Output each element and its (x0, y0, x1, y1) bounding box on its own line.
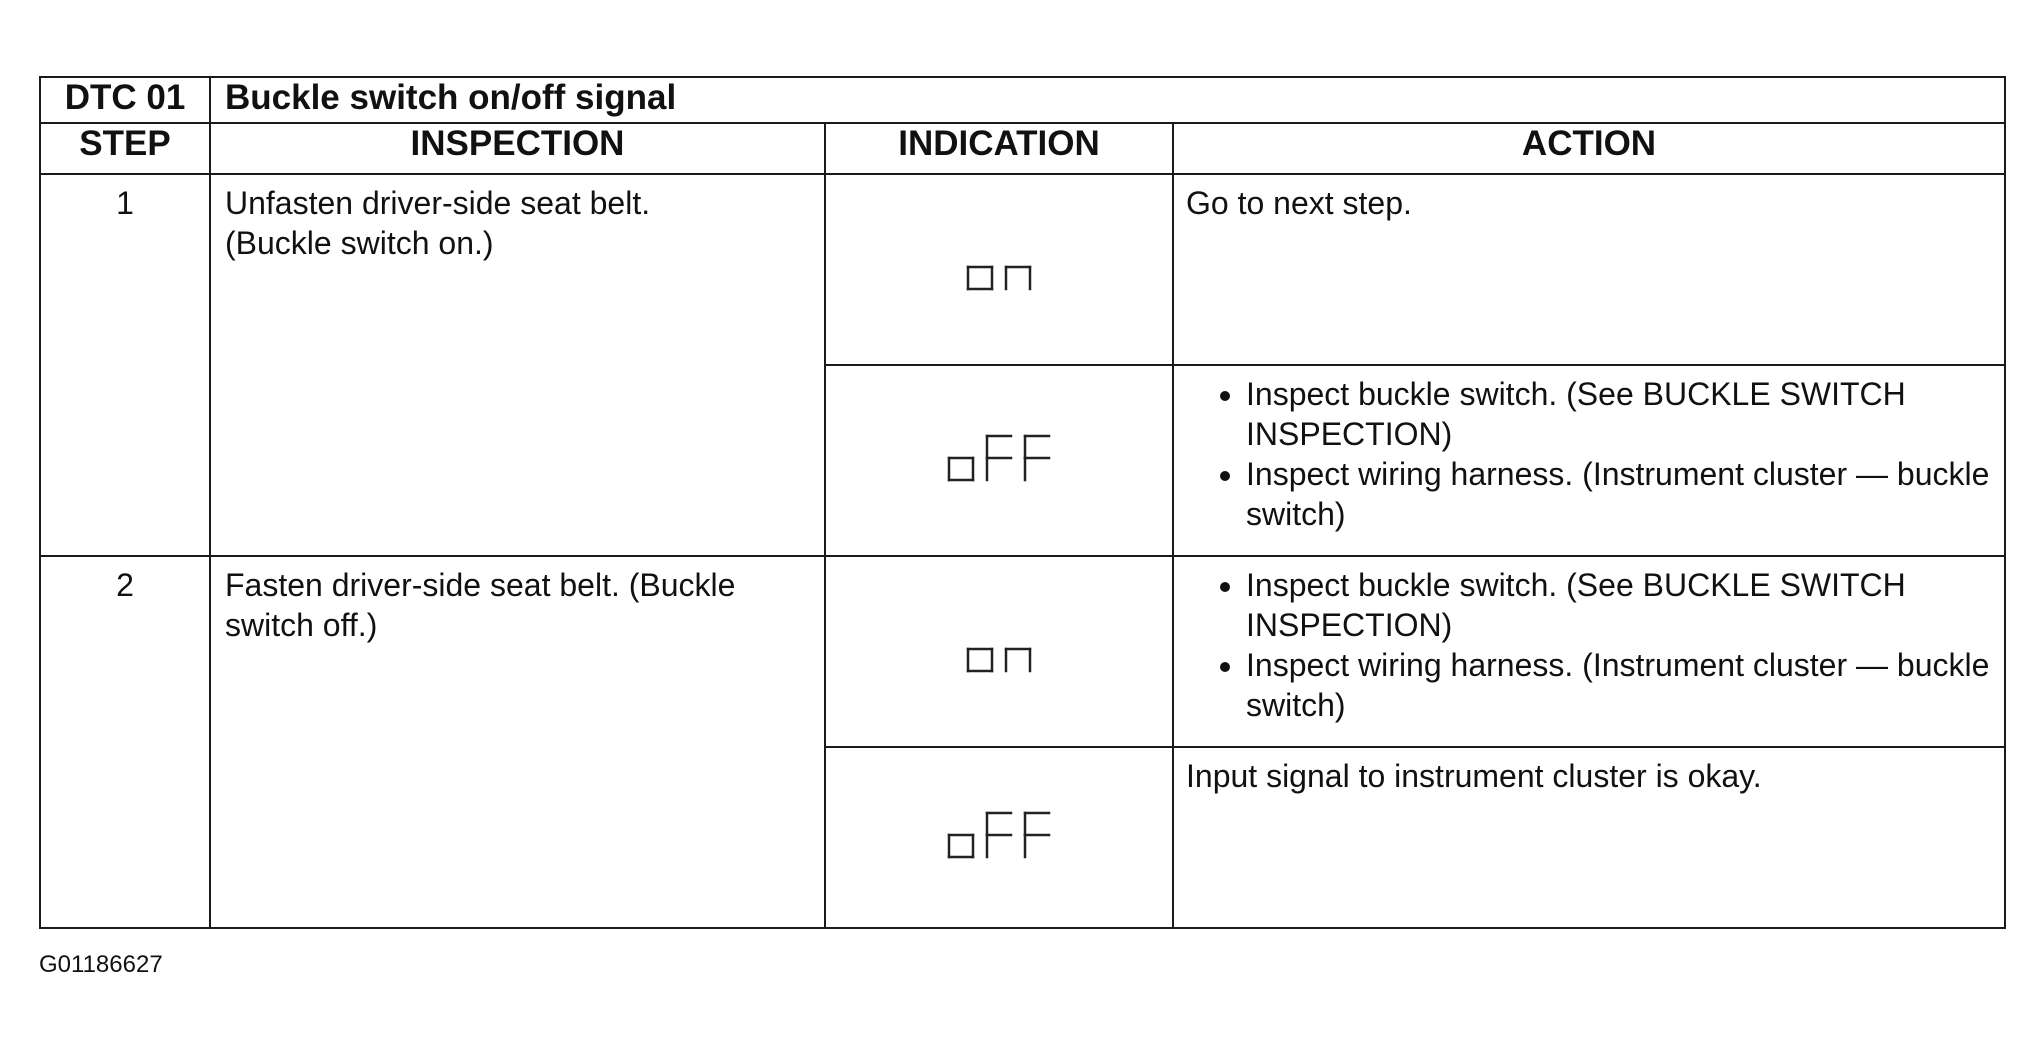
action-cell (1173, 556, 2005, 747)
action-text: Go to next step. (1186, 184, 1412, 221)
dtc-table (39, 76, 2006, 929)
action-cell (1173, 747, 2005, 928)
header-step: STEP (40, 123, 210, 173)
header-inspection: INSPECTION (210, 123, 825, 173)
step-number: 1 (40, 174, 210, 556)
action-cell (1173, 174, 2005, 365)
indication-cell (825, 747, 1173, 928)
lcd-glyphs (965, 242, 1033, 292)
header-action: ACTION (1173, 123, 2005, 173)
figure-id: G01186627 (39, 951, 163, 978)
inspection-text: Fasten driver-side seat belt. (Buckle switch off.) (225, 566, 736, 643)
header-row (40, 123, 2005, 173)
action-item: • Inspect wiring harness. (Instrument cluster — buckle switch) (1246, 645, 1992, 725)
inspection-text: (Buckle switch on.) (225, 224, 494, 261)
indication-cell (825, 174, 1173, 365)
action-item: • Inspect buckle switch. (See BUCKLE SWITCH INSPECTION) (1246, 565, 1992, 645)
indication-cell (825, 365, 1173, 556)
lcd-display-on (965, 242, 1033, 292)
table-row (40, 174, 2005, 365)
inspection-cell (210, 556, 825, 928)
dtc-title-row (40, 77, 2005, 123)
action-list (1186, 565, 1992, 725)
lcd-display-off (946, 433, 1052, 483)
action-item: • Inspect wiring harness. (Instrument cluster — buckle switch) (1246, 454, 1992, 534)
lcd-display-on (965, 624, 1033, 674)
dtc-code: DTC 01 (40, 77, 210, 123)
lcd-glyphs (946, 433, 1052, 483)
action-text: Input signal to instrument cluster is okay. (1186, 757, 1762, 794)
lcd-display-off (946, 810, 1052, 860)
lcd-glyphs (946, 810, 1052, 860)
inspection-text: Unfasten driver-side seat belt. (225, 184, 651, 221)
dtc-title: Buckle switch on/off signal (210, 77, 2005, 123)
dtc-table-container (39, 76, 2004, 929)
action-item: • Inspect buckle switch. (See BUCKLE SWITCH INSPECTION) (1246, 374, 1992, 454)
inspection-cell (210, 174, 825, 556)
action-list (1186, 374, 1992, 534)
indication-cell (825, 556, 1173, 747)
table-row (40, 556, 2005, 747)
header-indication: INDICATION (825, 123, 1173, 173)
action-cell (1173, 365, 2005, 556)
step-number: 2 (40, 556, 210, 928)
lcd-glyphs (965, 624, 1033, 674)
